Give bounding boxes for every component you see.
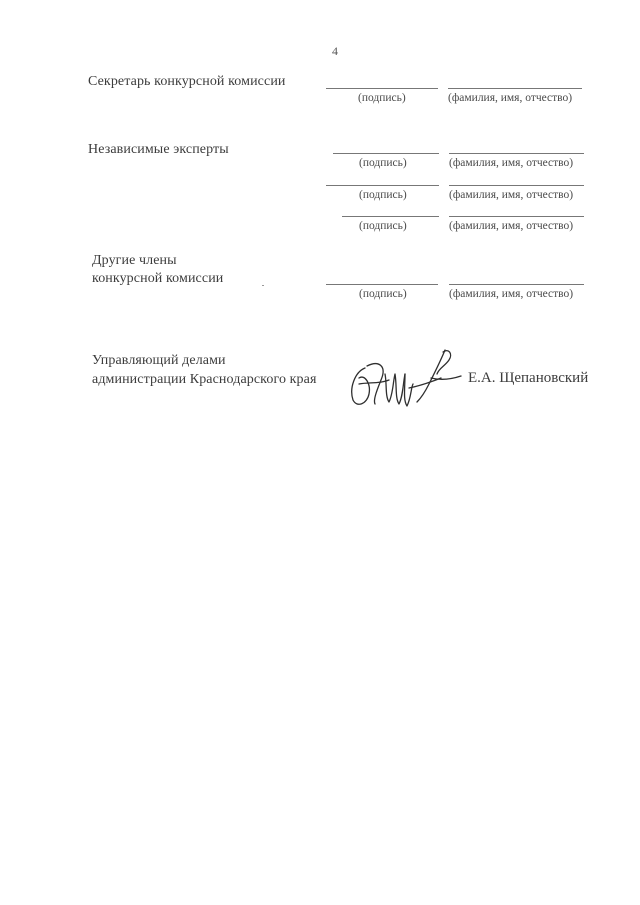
secretary-label: Секретарь конкурсной комиссии [88,74,286,89]
signature-stroke-1 [352,368,370,404]
expert-3-signature-line [342,216,439,217]
position-line2: администрации Краснодарского края [92,372,317,387]
expert-1-signature-line [333,153,439,154]
expert-1-signature-caption: (подпись) [359,157,407,169]
expert-2-name-caption: (фамилия, имя, отчество) [449,189,574,201]
secretary-name-line [448,88,582,89]
other-members-signature-line [326,284,438,285]
expert-1-name-caption: (фамилия, имя, отчество) [449,157,574,169]
secretary-signature-caption: (подпись) [358,92,406,104]
other-members-signature-caption: (подпись) [359,288,407,300]
experts-label: Независимые эксперты [88,142,229,157]
expert-2-name-line [449,185,584,186]
other-members-label-line2: конкурсной комиссии [92,271,224,286]
expert-3-name-caption: (фамилия, имя, отчество) [449,220,574,232]
signer-name: Е.А. Щепановский [468,370,589,386]
other-members-name-line [449,284,584,285]
signature-stroke-5 [405,374,414,406]
signature-stroke-7 [417,350,445,402]
secretary-signature-line [326,88,438,89]
other-members-name-caption: (фамилия, имя, отчество) [449,288,574,300]
expert-3-name-line [449,216,584,217]
signature-stroke-9 [431,376,461,379]
secretary-name-caption: (фамилия, имя, отчество) [448,92,573,104]
scan-speck [262,285,264,286]
expert-2-signature-line [326,185,439,186]
page-number: 4 [332,44,338,58]
signature-stroke-2 [367,364,383,404]
signature-stroke-3 [359,380,389,384]
signature-stroke-4 [385,374,405,404]
position-line1: Управляющий делами [92,353,226,368]
other-members-label-line1: Другие члены [92,253,177,268]
expert-3-signature-caption: (подпись) [359,220,407,232]
handwritten-signature [345,344,463,416]
expert-1-name-line [449,153,584,154]
expert-2-signature-caption: (подпись) [359,189,407,201]
